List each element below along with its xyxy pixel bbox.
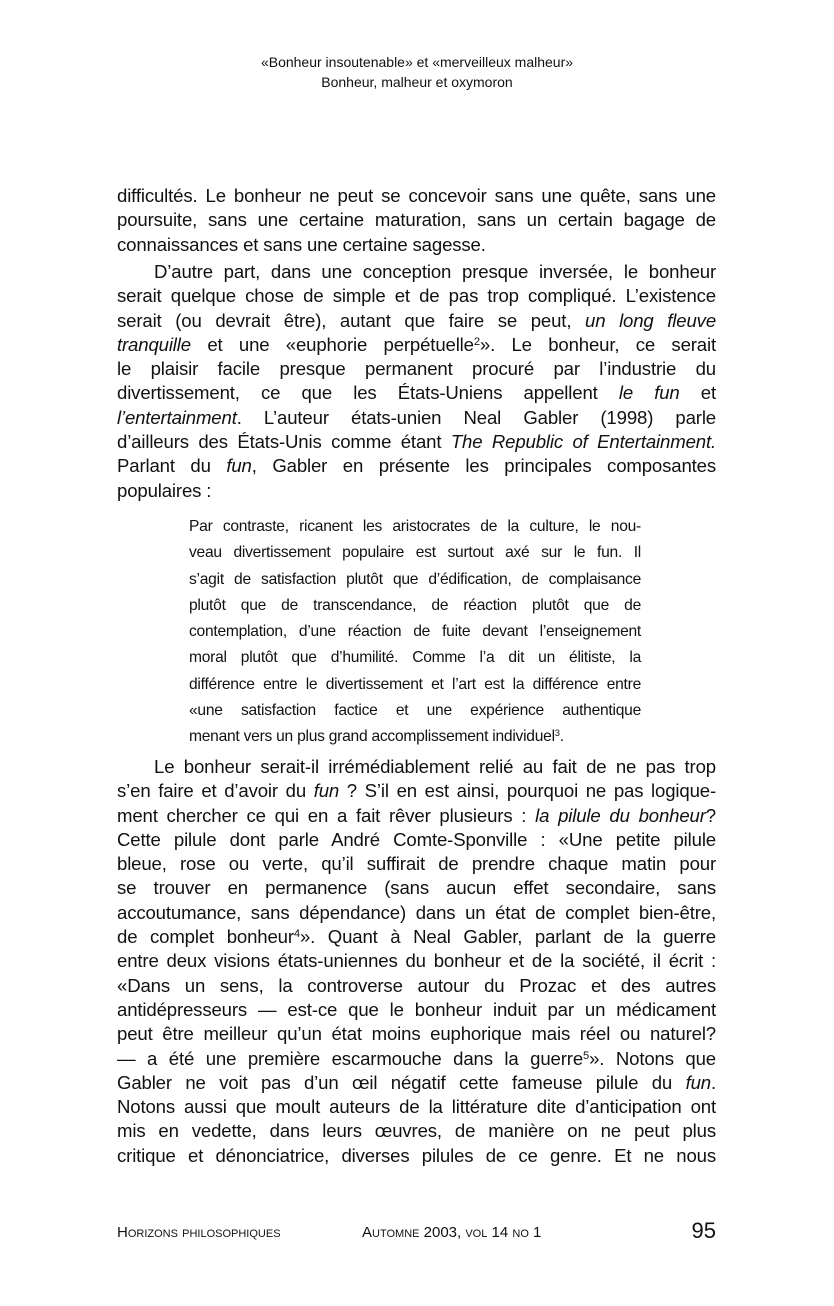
text-run: Notons aussi que moult auteurs de la littérature dite d’anticipation ont [117, 1096, 716, 1118]
paragraph [117, 755, 716, 1168]
text-run: «une satisfaction factice et une expérience authentique [189, 702, 641, 720]
text-run: différence entre le divertissement et l’art est la différence entre [189, 675, 641, 693]
text-line [117, 901, 716, 925]
block-quote [189, 514, 641, 751]
footnote-ref: 2 [473, 335, 480, 348]
text-run: . L’auteur états-unien Neal Gabler (1998) parle [236, 406, 716, 428]
text-line [117, 852, 716, 876]
text-run: bleue, rose ou verte, qu’il suffirait de prendre chaque matin pour [117, 853, 716, 875]
text-line [117, 430, 716, 454]
italic-text: un long fleuve [585, 309, 717, 331]
text-line [189, 645, 641, 671]
italic-text: fun [226, 455, 252, 477]
text-run: ». Le bonheur, ce serait [479, 333, 716, 355]
text-line [117, 233, 716, 257]
text-line [117, 260, 716, 284]
text-run: menant vers un plus grand accomplissement individuel [189, 728, 555, 746]
text-line [189, 724, 641, 750]
text-run: se trouver en permanence (sans aucun effet secondaire, sans [117, 877, 716, 899]
text-run: , Gabler en présente les principales composantes [251, 455, 716, 477]
italic-text: tranquille [117, 333, 191, 355]
italic-text: fun [313, 780, 340, 802]
text-run: peut être meilleur qu’un état moins euphorique mais réel ou naturel? [117, 1023, 716, 1045]
italic-text: la pilule du bonheur [535, 804, 706, 826]
text-run: «Dans un sens, la controverse autour du Prozac et des autres [117, 974, 716, 996]
text-line [189, 698, 641, 724]
text-line [117, 479, 716, 503]
text-line [117, 1047, 716, 1071]
text-run: . [559, 728, 564, 746]
text-line [117, 284, 716, 308]
text-line [117, 925, 716, 949]
text-run: ? S’il en est ainsi, pourquoi ne pas logique- [339, 780, 716, 802]
text-run: populaires : [117, 479, 212, 501]
text-run: et une «euphorie perpétuelle [190, 333, 474, 355]
text-run: d’ailleurs des États-Unis comme étant [117, 431, 451, 453]
text-line [117, 406, 716, 430]
text-line [117, 333, 716, 357]
text-line [117, 1119, 716, 1143]
text-line [189, 567, 641, 593]
text-line [117, 454, 716, 478]
text-run: mis en vedette, dans leurs œuvres, de manière on ne peut plus [117, 1120, 716, 1142]
text-run: critique et dénonciatrice, diverses pilules de ce genre. Et ne nous [117, 1144, 716, 1166]
text-run: contemplation, d’une réaction de fuite devant l’enseignement [189, 623, 641, 641]
text-run: Gabler ne voit pas d’un œil négatif cette fameuse pilule du [117, 1071, 686, 1093]
text-run: ? [705, 804, 716, 826]
italic-text: fun [685, 1071, 711, 1093]
text-line [117, 184, 716, 208]
text-run: plutôt que de transcendance, de réaction plutôt que de [189, 596, 641, 614]
footnote-ref: 5 [583, 1049, 590, 1062]
text-run: Parlant du [117, 455, 227, 477]
footer-issue: Automne 2003, vol 14 no 1 [362, 1224, 542, 1241]
text-run: Le bonheur serait-il irrémédiablement relié au fait de ne pas trop [154, 756, 716, 777]
text-run: poursuite, sans une certaine maturation, sans un certain bagage de [117, 209, 716, 231]
text-run: . [710, 1071, 716, 1093]
text-line [117, 779, 716, 803]
text-run: accoutumance, sans dépendance) dans un état de complet bien-être, [117, 901, 716, 923]
italic-text: The Republic of Entertainment. [450, 431, 716, 453]
italic-text: l’entertainment [117, 406, 237, 428]
text-line [117, 974, 716, 998]
text-run: D’autre part, dans une conception presque inversée, le bonheur [154, 261, 716, 282]
text-line [117, 1071, 716, 1095]
text-line [189, 619, 641, 645]
text-line [117, 949, 716, 973]
text-line [189, 540, 641, 566]
text-line [117, 208, 716, 232]
paragraph [117, 260, 716, 503]
text-run: de complet bonheur [117, 926, 294, 948]
page-number: 95 [691, 1218, 716, 1243]
paragraph-continuation [117, 184, 716, 257]
text-line [117, 381, 716, 405]
text-run: serait (ou devrait être), autant que faire se peut, [117, 309, 586, 331]
text-run: et [679, 382, 716, 404]
text-line [189, 514, 641, 540]
text-line [189, 672, 641, 698]
text-run: veau divertissement populaire est surtout axé sur le fun. Il [189, 544, 641, 562]
text-run: ment chercher ce qui en a fait rêver plusieurs : [117, 804, 536, 826]
text-run: difficultés. Le bonheur ne peut se concevoir sans une quête, sans une [117, 185, 716, 206]
text-run: Cette pilule dont parle André Comte-Sponville : «Une petite pilule [117, 828, 716, 850]
text-run: ». Quant à Neal Gabler, parlant de la guerre [299, 926, 716, 948]
text-run: s’agit de satisfaction plutôt que d’édification, de complaisance [189, 570, 641, 588]
running-header-subtitle: Bonheur, malheur et oxymoron [321, 74, 513, 90]
text-run: moral plutôt que d’humilité. Comme l’a dit un élitiste, la [189, 649, 641, 667]
footnote-ref: 4 [293, 927, 300, 940]
text-run: — a été une première escarmouche dans la guerre [117, 1047, 584, 1069]
text-run: serait quelque chose de simple et de pas trop compliqué. L’existence [117, 285, 716, 307]
text-line [189, 593, 641, 619]
text-run: entre deux visions états-uniennes du bonheur et de la société, il écrit : [117, 950, 716, 972]
text-line [117, 828, 716, 852]
text-line [117, 804, 716, 828]
text-run: divertissement, ce que les États-Uniens appellent [117, 382, 619, 404]
running-header-title: «Bonheur insoutenable» et «merveilleux malheur» [260, 54, 574, 70]
text-line [117, 1022, 716, 1046]
text-run: Par contraste, ricanent les aristocrates de la culture, le nou- [189, 518, 641, 535]
text-run: antidépresseurs — est-ce que le bonheur induit par un médicament [117, 998, 716, 1020]
italic-text: le fun [618, 382, 680, 404]
text-run: ». Notons que [589, 1047, 717, 1069]
text-line [117, 357, 716, 381]
text-run: connaissances et sans une certaine sagesse. [117, 233, 486, 255]
footer-journal-name: Horizons philosophiques [117, 1224, 281, 1241]
text-line [117, 998, 716, 1022]
text-run: le plaisir facile presque permanent procuré par l’industrie du [117, 358, 716, 380]
text-run: s’en faire et d’avoir du [117, 780, 314, 802]
text-line [117, 1095, 716, 1119]
text-line [117, 1144, 716, 1168]
text-line [117, 309, 716, 333]
footnote-ref: 3 [554, 728, 560, 739]
text-line [117, 755, 716, 779]
text-line [117, 876, 716, 900]
